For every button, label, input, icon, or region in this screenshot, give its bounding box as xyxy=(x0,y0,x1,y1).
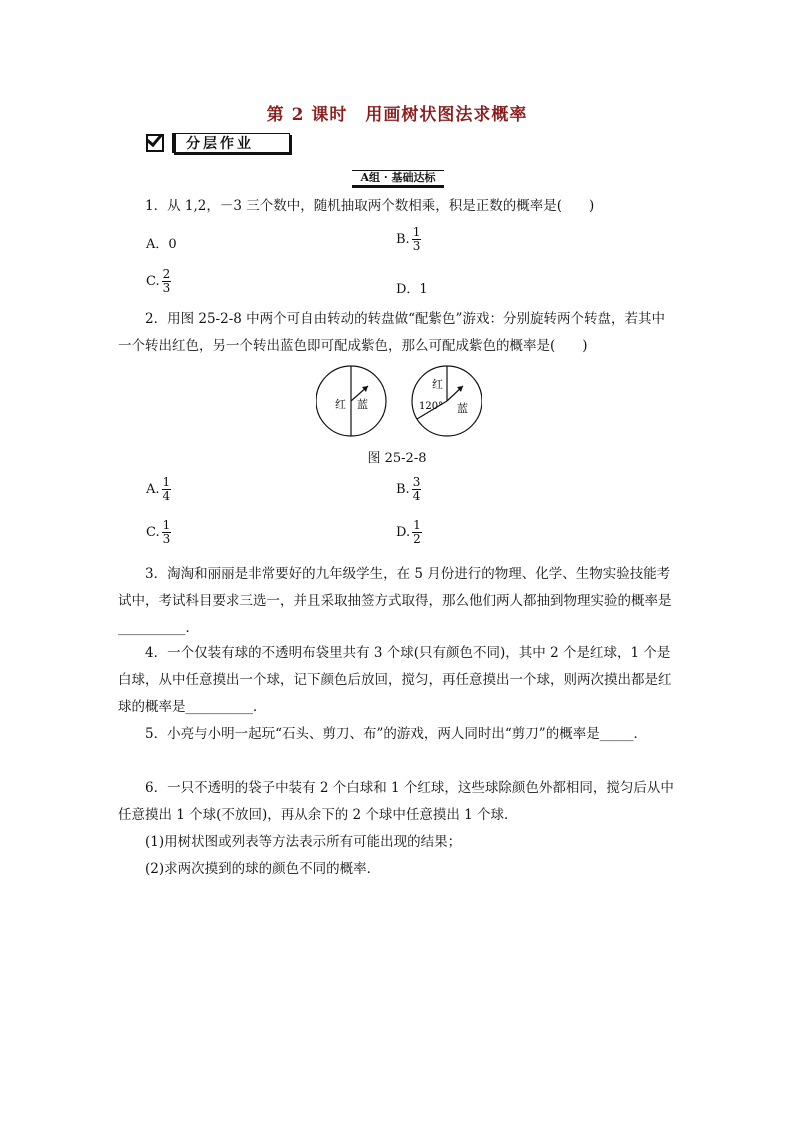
option-letter: B. xyxy=(396,482,410,497)
q1-option-b xyxy=(396,226,421,253)
denominator: 3 xyxy=(412,239,421,253)
spinner-disc-1 xyxy=(316,366,386,436)
option-letter: C. xyxy=(146,525,160,540)
option-letter: D. xyxy=(396,525,411,540)
question-4: 4．一个仅装有球的不透明布袋里共有 3 个球(只有颜色不同)，其中 2 个是红球，1 个是白球，从中任意摸出一个球，记下颜色后放回，搅匀，再任意摸出一个球，则两次摸出都是红球的概率是__________． xyxy=(118,645,672,715)
checkbox-icon xyxy=(146,134,164,152)
option-letter: A. xyxy=(146,482,160,497)
question-3: 3．淘淘和丽丽是非常要好的九年级学生，在 5 月份进行的物理、化学、生物实验技能考试中，考试科目要求三选一，并且采取抽签方式取得，那么他们两人都抽到物理实验的概率是__________． xyxy=(118,566,672,636)
question-6-part-1: (1)用树状图或列表等方法表示所有可能出现的结果； xyxy=(145,834,462,850)
disc2-angle-label: 120° xyxy=(419,401,444,412)
fraction xyxy=(162,268,172,295)
disc2-top-label: 红 xyxy=(432,378,443,391)
numerator: 2 xyxy=(162,267,171,281)
spinner-figure xyxy=(316,364,482,440)
fraction xyxy=(412,519,422,546)
q2-option-b xyxy=(396,476,421,503)
question-5: 5．小亮与小明一起玩“石头、剪刀、布”的游戏，两人同时出“剪刀”的概率是_____． xyxy=(145,726,647,742)
numerator: 1 xyxy=(162,475,171,489)
denominator: 3 xyxy=(162,281,171,295)
disc1-right-label: 蓝 xyxy=(357,398,368,411)
disc2-bottom-label: 蓝 xyxy=(457,402,468,415)
fraction xyxy=(412,226,422,253)
question-6-stem: 6．一只不透明的袋子中装有 2 个白球和 1 个红球，这些球除颜色外都相同，搅匀后从中任意摸出 1 个球(不放回)，再从余下的 2 个球中任意摸出 1 个球． xyxy=(118,780,674,823)
fraction xyxy=(162,519,172,546)
option-letter: B. xyxy=(396,232,410,247)
q2-option-c xyxy=(146,519,171,546)
denominator: 2 xyxy=(413,532,421,546)
group-banner: A组 · 基础达标 xyxy=(352,170,444,188)
spinner-disc-2 xyxy=(412,366,482,436)
q1-option-a: A．0 xyxy=(146,237,177,252)
numerator: 1 xyxy=(162,518,171,532)
disc1-left-label: 红 xyxy=(335,398,346,411)
denominator: 3 xyxy=(162,532,171,546)
option-letter: C. xyxy=(146,274,160,289)
numerator: 1 xyxy=(413,518,421,532)
q2-option-a xyxy=(146,476,171,503)
q1-option-d: D．1 xyxy=(396,282,428,297)
fraction xyxy=(412,476,422,503)
page-title: 第 2 课时 用画树状图法求概率 xyxy=(266,105,528,125)
numerator: 1 xyxy=(412,225,421,239)
numerator: 3 xyxy=(412,475,421,489)
section-label: 分层作业 xyxy=(172,133,290,153)
figure-caption: 图 25-2-8 xyxy=(367,451,427,466)
question-1-stem: 1．从 1,2，－3 三个数中，随机抽取两个数相乘，积是正数的概率是( ) xyxy=(145,198,595,214)
section-header xyxy=(146,133,290,153)
denominator: 4 xyxy=(412,489,421,503)
fraction xyxy=(162,476,172,503)
question-6-part-2: (2)求两次摸到的球的颜色不同的概率． xyxy=(145,861,381,877)
q1-option-c xyxy=(146,268,171,295)
q2-option-d xyxy=(396,519,422,546)
question-2-stem: 2．用图 25-2-8 中两个可自由转动的转盘做“配紫色”游戏：分别旋转两个转盘，若其中一个转出红色，另一个转出蓝色即可配成紫色，那么可配成紫色的概率是( ) xyxy=(118,311,665,354)
denominator: 4 xyxy=(162,489,171,503)
